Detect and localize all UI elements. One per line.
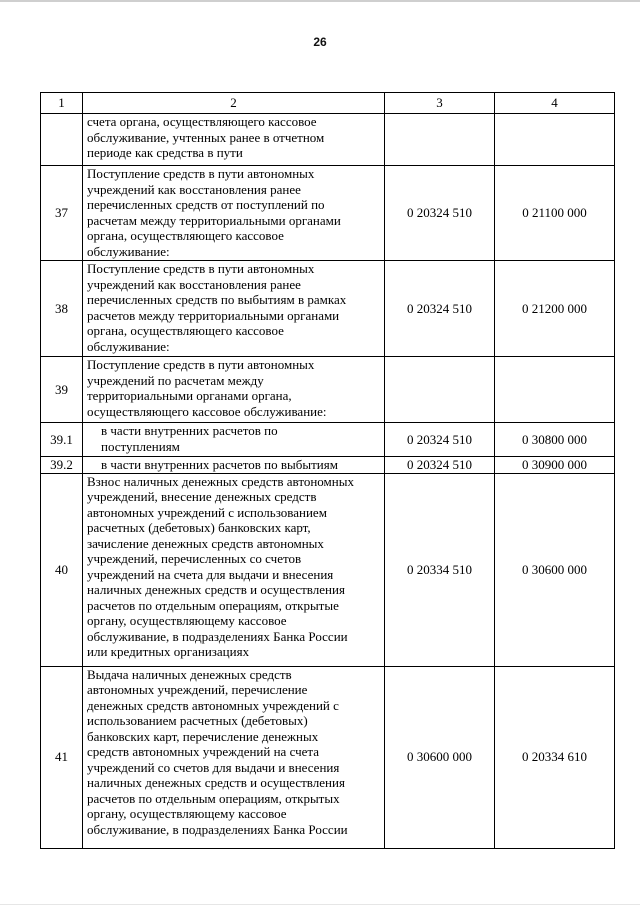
table-row — [41, 261, 615, 357]
debit-account: 0 20334 510 — [385, 473, 495, 666]
debit-account: 0 20324 510 — [385, 423, 495, 457]
debit-account — [385, 114, 495, 166]
row-number — [41, 114, 83, 166]
table-header-row — [41, 93, 615, 114]
debit-account: 0 20324 510 — [385, 261, 495, 357]
table-row — [41, 114, 615, 166]
row-number: 40 — [41, 473, 83, 666]
debit-account — [385, 357, 495, 423]
debit-account: 0 20324 510 — [385, 166, 495, 261]
table-row — [41, 423, 615, 457]
header-col-4: 4 — [495, 93, 615, 114]
debit-account: 0 30600 000 — [385, 666, 495, 848]
table-row — [41, 457, 615, 474]
operation-description: Взнос наличных денежных средств автономных учреждений, внесение денежных средств автономных учреждений с использованием расчетных (дебетовых) банковских карт, зачисление денежных средств автономных учреждений, перечисленных со счетов учреждений на счета для выдачи и внесения наличных денежных средств и осуществления расчетов по отдельным операциям, открытые органу, осуществляющему кассовое обслуживание, в подразделениях Банка России или кредитных организациях — [83, 473, 385, 666]
table-row — [41, 473, 615, 666]
row-number: 39.2 — [41, 457, 83, 474]
table-row — [41, 666, 615, 848]
credit-account — [495, 114, 615, 166]
row-number: 38 — [41, 261, 83, 357]
operation-description: в части внутренних расчетов по поступлениям — [83, 423, 385, 457]
header-col-1: 1 — [41, 93, 83, 114]
page-number: 26 — [313, 35, 327, 49]
table-row — [41, 357, 615, 423]
header-col-3: 3 — [385, 93, 495, 114]
header-col-2: 2 — [83, 93, 385, 114]
credit-account: 0 30600 000 — [495, 473, 615, 666]
row-number: 37 — [41, 166, 83, 261]
credit-account: 0 21200 000 — [495, 261, 615, 357]
row-number: 39 — [41, 357, 83, 423]
accounting-entries-table — [40, 92, 615, 849]
debit-account: 0 20324 510 — [385, 457, 495, 474]
operation-description: в части внутренних расчетов по выбытиям — [83, 457, 385, 474]
credit-account: 0 30800 000 — [495, 423, 615, 457]
operation-description: счета органа, осуществляющего кассовое обслуживание, учтенных ранее в отчетном периоде как средства в пути — [83, 114, 385, 166]
row-number: 41 — [41, 666, 83, 848]
credit-account: 0 20334 610 — [495, 666, 615, 848]
operation-description: Поступление средств в пути автономных учреждений как восстановления ранее перечисленных средств от поступлений по расчетам между территориальными органами органа, осуществляющего кассовое обслуживание: — [83, 166, 385, 261]
scan-top-edge — [0, 0, 640, 2]
operation-description: Поступление средств в пути автономных учреждений по расчетам между территориальными органами органа, осуществляющего кассовое обслуживание: — [83, 357, 385, 423]
credit-account: 0 21100 000 — [495, 166, 615, 261]
operation-description: Выдача наличных денежных средств автономных учреждений, перечисление денежных средств автономных учреждений с использованием расчетных (дебетовых) банковских карт, перечисление денежных средств автономных учреждений на счета учреждений со счетов для выдачи и внесения наличных денежных средств и осуществления расчетов по отдельным операциям, открытых органу, осуществляющему кассовое обслуживание, в подразделениях Банка России — [83, 666, 385, 848]
table-row — [41, 166, 615, 261]
credit-account — [495, 357, 615, 423]
operation-description: Поступление средств в пути автономных учреждений как восстановления ранее перечисленных средств по выбытиям в рамках расчетов между территориальными органами органа, осуществляющего кассовое обслуживание: — [83, 261, 385, 357]
row-number: 39.1 — [41, 423, 83, 457]
credit-account: 0 30900 000 — [495, 457, 615, 474]
